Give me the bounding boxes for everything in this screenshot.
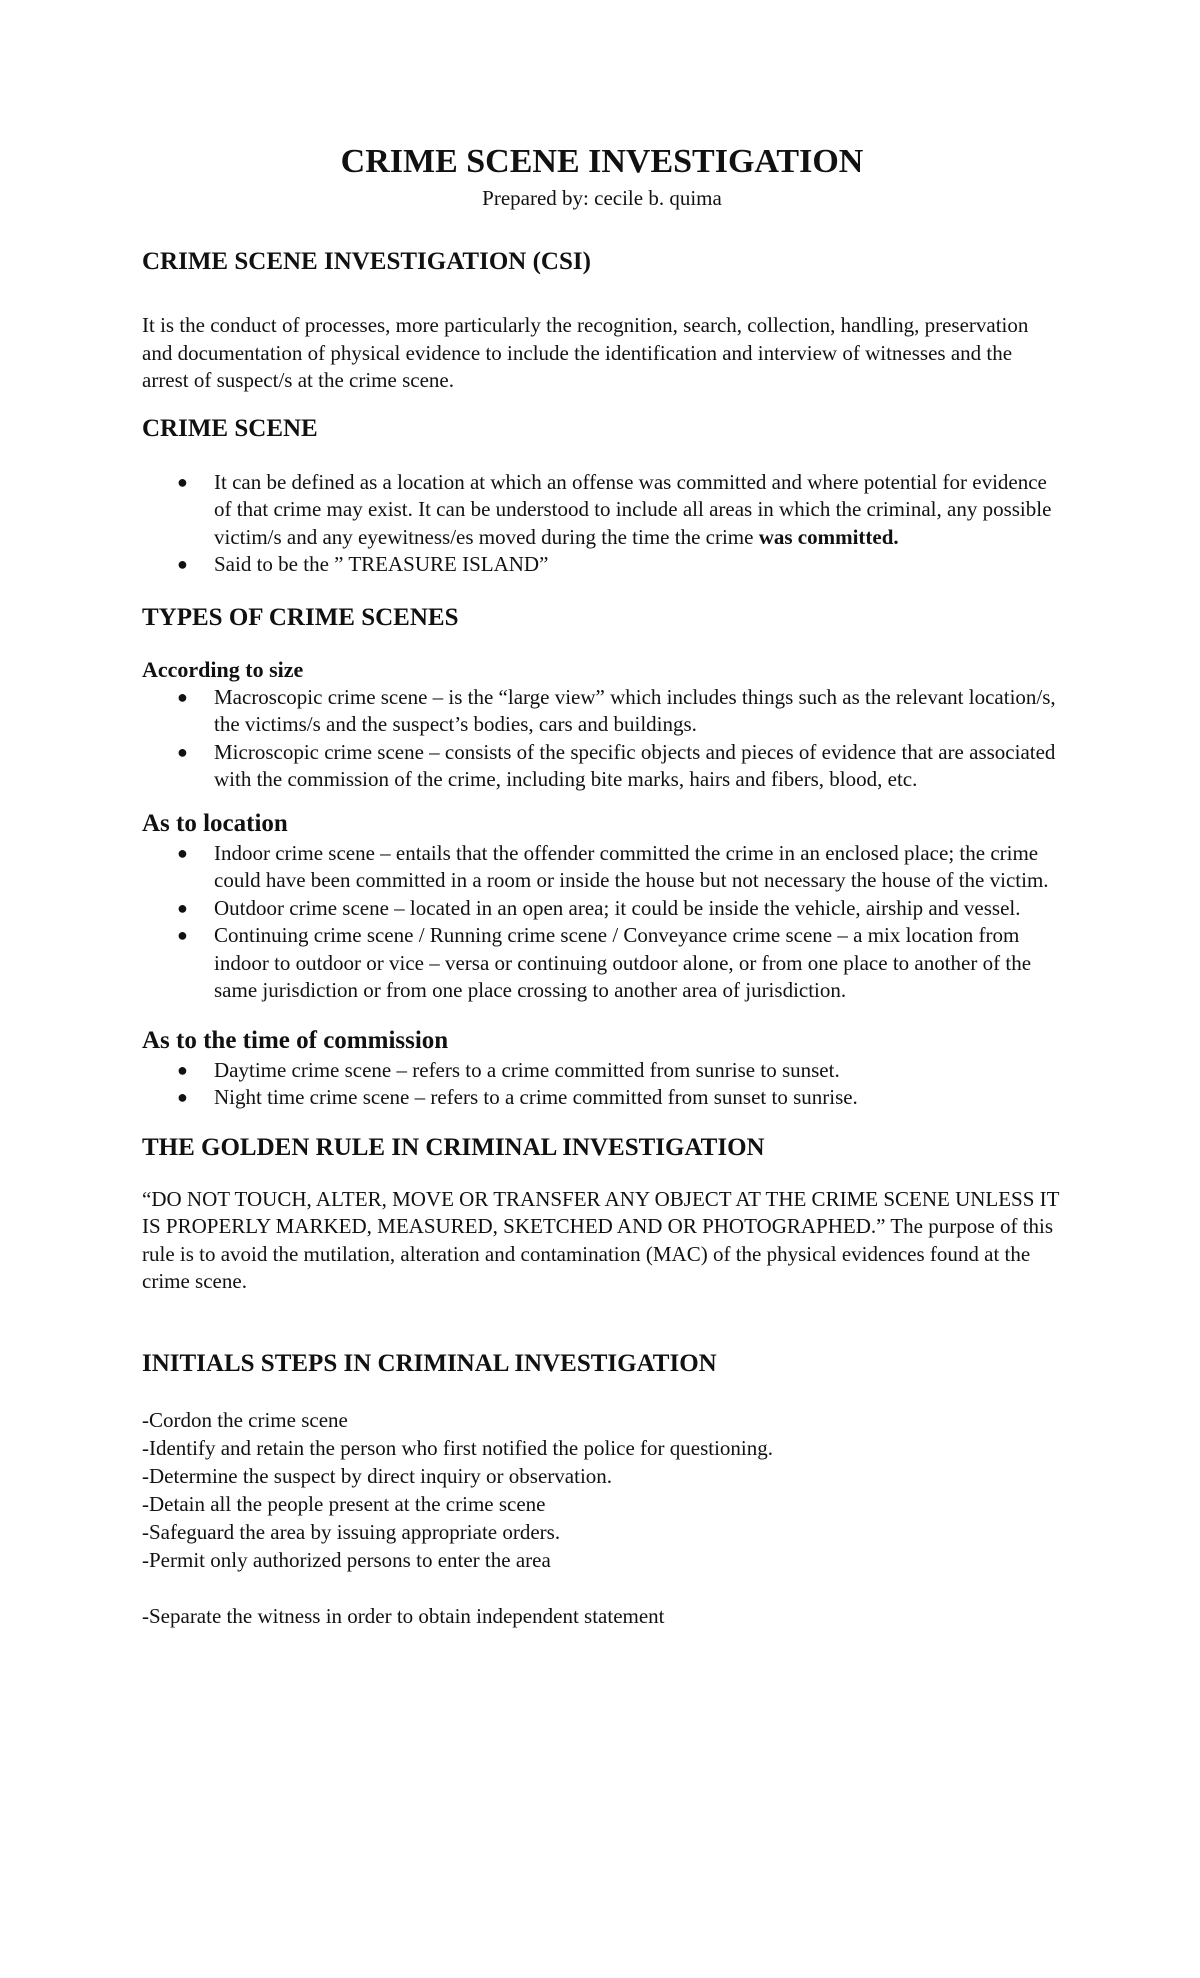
list-item <box>142 739 1062 794</box>
indoor-text: Indoor crime scene – entails that the offender committed the crime in an enclosed place; the crime could have been committed in a room or inside the house but not necessary the house of the victim. <box>214 840 1049 892</box>
list-item <box>142 840 1062 895</box>
location-subheading: As to location <box>142 809 288 837</box>
bullet-icon: ● <box>177 1059 188 1080</box>
crime-scene-definition-bold: was committed. <box>758 524 899 549</box>
time-subheading: As to the time of commission <box>142 1026 449 1054</box>
csi-heading: CRIME SCENE INVESTIGATION (CSI) <box>142 248 591 275</box>
bullet-icon: ● <box>177 925 188 945</box>
bullet-icon: ● <box>177 1087 188 1107</box>
document-content <box>142 140 1062 1630</box>
list-item <box>142 895 1062 923</box>
document-title: CRIME SCENE INVESTIGATION <box>340 143 864 180</box>
location-list <box>142 840 1062 1005</box>
initial-steps-list <box>142 1406 1062 1630</box>
continuing-text: Continuing crime scene / Running crime scene / Conveyance crime scene – a mix location from indoor to outdoor or vice – versa or continuing outdoor alone, or from one place to another of the same jurisdiction or from one place crossing to another area of jurisdiction. <box>214 923 1032 1002</box>
step-item: -Detain all the people present at the crime scene <box>142 1491 546 1516</box>
step-item-last: -Separate the witness in order to obtain independent statement <box>142 1603 665 1628</box>
bullet-icon: ● <box>177 686 188 707</box>
types-heading: TYPES OF CRIME SCENES <box>142 603 459 631</box>
csi-definition: It is the conduct of processes, more particularly the recognition, search, collection, handling, preservation and documentation of physical evidence to include the identification and interview of witnesses and the arrest of suspect/s at the crime scene. <box>142 313 1029 392</box>
bullet-icon: ● <box>177 471 188 492</box>
list-item <box>142 922 1062 1005</box>
macroscopic-text: Macroscopic crime scene – is the “large view” which includes things such as the relevant location/s, the victims/s and the suspect’s bodies, cars and buildings. <box>214 684 1056 736</box>
crime-scene-heading: CRIME SCENE <box>142 414 318 442</box>
bullet-icon: ● <box>177 741 188 762</box>
treasure-island-text: Said to be the ” TREASURE ISLAND” <box>214 552 549 576</box>
bullet-icon: ● <box>177 554 188 574</box>
step-item: -Permit only authorized persons to enter the area <box>142 1547 551 1572</box>
list-item <box>142 1057 1062 1085</box>
list-item <box>142 469 1062 552</box>
list-item <box>142 1084 1062 1112</box>
step-item: -Safeguard the area by issuing appropriate orders. <box>142 1519 561 1544</box>
step-item: -Determine the suspect by direct inquiry or observation. <box>142 1463 613 1488</box>
step-item: -Identify and retain the person who first notified the police for questioning. <box>142 1435 773 1460</box>
step-item: -Cordon the crime scene <box>142 1407 348 1432</box>
size-subheading: According to size <box>142 656 304 682</box>
golden-rule-heading: THE GOLDEN RULE IN CRIMINAL INVESTIGATION <box>142 1133 765 1161</box>
crime-scene-list <box>142 469 1062 579</box>
time-list <box>142 1057 1062 1112</box>
crime-scene-definition: It can be defined as a location at which an offense was committed and where potential for evidence of that crime may exist. It can be understood to include all areas in which the criminal, any possible victim/s and any eyewitness/es moved during the time the crime <box>214 469 1052 549</box>
outdoor-text: Outdoor crime scene – located in an open area; it could be inside the vehicle, airship and vessel. <box>214 895 1021 920</box>
daytime-text: Daytime crime scene – refers to a crime committed from sunrise to sunset. <box>214 1057 840 1082</box>
list-item <box>142 551 1062 579</box>
list-item <box>142 684 1062 739</box>
initial-steps-heading: INITIALS STEPS IN CRIMINAL INVESTIGATION <box>142 1349 717 1377</box>
microscopic-text: Microscopic crime scene – consists of the specific objects and pieces of evidence that are associated with the commission of the crime, including bite marks, hairs and fibers, blood, etc. <box>214 739 1056 791</box>
bullet-icon: ● <box>177 842 188 863</box>
nighttime-text: Night time crime scene – refers to a crime committed from sunset to sunrise. <box>214 1085 858 1109</box>
prepared-by: Prepared by: cecile b. quima <box>482 186 722 210</box>
bullet-icon: ● <box>177 897 188 918</box>
size-list <box>142 684 1062 794</box>
golden-rule-text: “DO NOT TOUCH, ALTER, MOVE OR TRANSFER ANY OBJECT AT THE CRIME SCENE UNLESS IT IS PROPERLY MARKED, MEASURED, SKETCHED AND OR PHOTOGRAPHED.” The purpose of this rule is to avoid the mutilation, alteration and contamination (MAC) of the physical evidences found at the crime scene. <box>142 1186 1060 1293</box>
